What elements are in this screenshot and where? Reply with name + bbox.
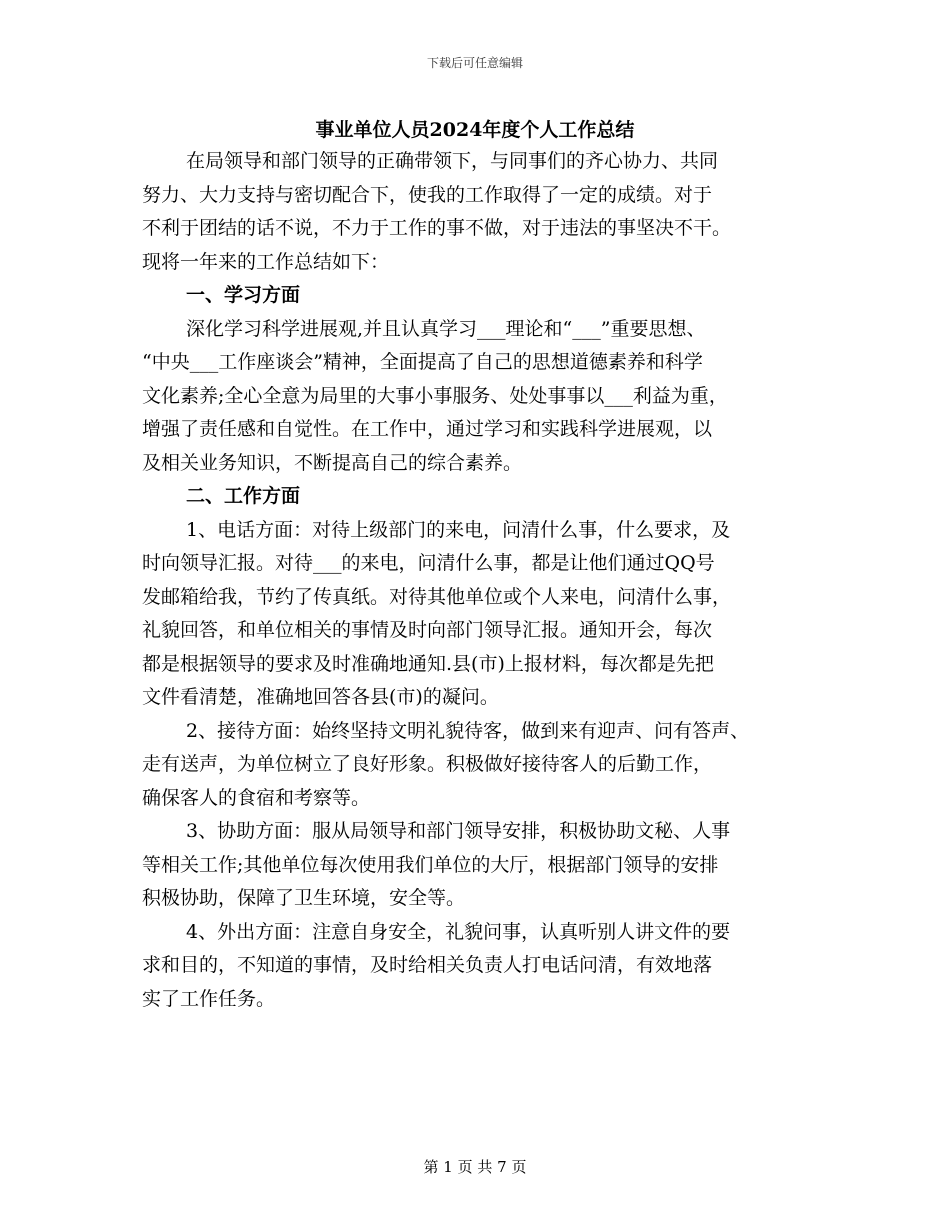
paragraph-line: 等相关工作;其他单位每次使用我们单位的大厅，根据部门领导的安排	[142, 853, 719, 876]
paragraph-line: 礼貌回答，和单位相关的事情及时向部门领导汇报。通知开会，每次	[142, 619, 713, 641]
document-title: 事业单位人员2024年度个人工作总结	[315, 119, 635, 141]
paragraph-line: 不利于团结的话不说，不力于工作的事不做，对于违法的事坚决不干。	[142, 217, 732, 239]
paragraph-line: 4、外出方面：注意自身安全，礼貌问事，认真听别人讲文件的要	[186, 920, 731, 943]
page-footer: 第 1 页 共 7 页	[423, 1158, 527, 1176]
paragraph-line: 积极协助，保障了卫生环境，安全等。	[142, 887, 466, 909]
section-heading: 二、工作方面	[186, 485, 301, 507]
paragraph-line: 深化学习科学进展观,并且认真学习___理论和“___”重要思想、	[186, 317, 706, 340]
header-note: 下载后可任意编辑	[426, 56, 523, 70]
paragraph-line: 现将一年来的工作总结如下：	[142, 250, 390, 273]
paragraph-line: 3、协助方面：服从局领导和部门领导安排，积极协助文秘、人事	[186, 820, 731, 842]
paragraph-line: 1、电话方面：对待上级部门的来电，问清什么事，什么要求，及	[186, 518, 731, 541]
paragraph-line: 时向领导汇报。对待___的来电，问清什么事，都是让他们通过QQ号	[142, 552, 715, 574]
paragraph-line: 文件看清楚，准确地回答各县(市)的凝问。	[142, 686, 499, 708]
paragraph-line: 努力、大力支持与密切配合下，使我的工作取得了一定的成绩。对于	[142, 183, 713, 206]
section-heading: 一、学习方面	[186, 284, 301, 306]
document-body	[142, 145, 822, 1016]
paragraph-line: 都是根据领导的要求及时准确地通知.县(市)上报材料，每次都是先把	[142, 652, 714, 675]
paragraph-line: “中央___工作座谈会”精神，全面提高了自己的思想道德素养和科学	[142, 351, 703, 373]
paragraph-line: 发邮箱给我，节约了传真纸。对待其他单位或个人来电，问清什么事，	[142, 585, 732, 608]
paragraph-line: 增强了责任感和自觉性。在工作中，通过学习和实践科学进展观，以	[142, 418, 713, 440]
paragraph-line: 文化素养;全心全意为局里的大事小事服务、处处事事以___利益为重，	[142, 384, 728, 407]
paragraph-line: 走有送声，为单位树立了良好形象。积极做好接待客人的后勤工作，	[142, 753, 713, 775]
paragraph-line: 及相关业务知识，不断提高自己的综合素养。	[142, 451, 523, 474]
paragraph-line: 求和目的，不知道的事情，及时给相关负责人打电话问清，有效地落	[142, 954, 713, 976]
paragraph-line: 确保客人的食宿和考察等。	[142, 786, 371, 809]
paragraph-line: 实了工作任务。	[142, 987, 276, 1010]
paragraph-line: 在局领导和部门领导的正确带领下，与同事们的齐心协力、共同	[186, 150, 719, 172]
paragraph-line: 2、接待方面：始终坚持文明礼貌待客，做到来有迎声、问有答声、	[186, 719, 750, 742]
